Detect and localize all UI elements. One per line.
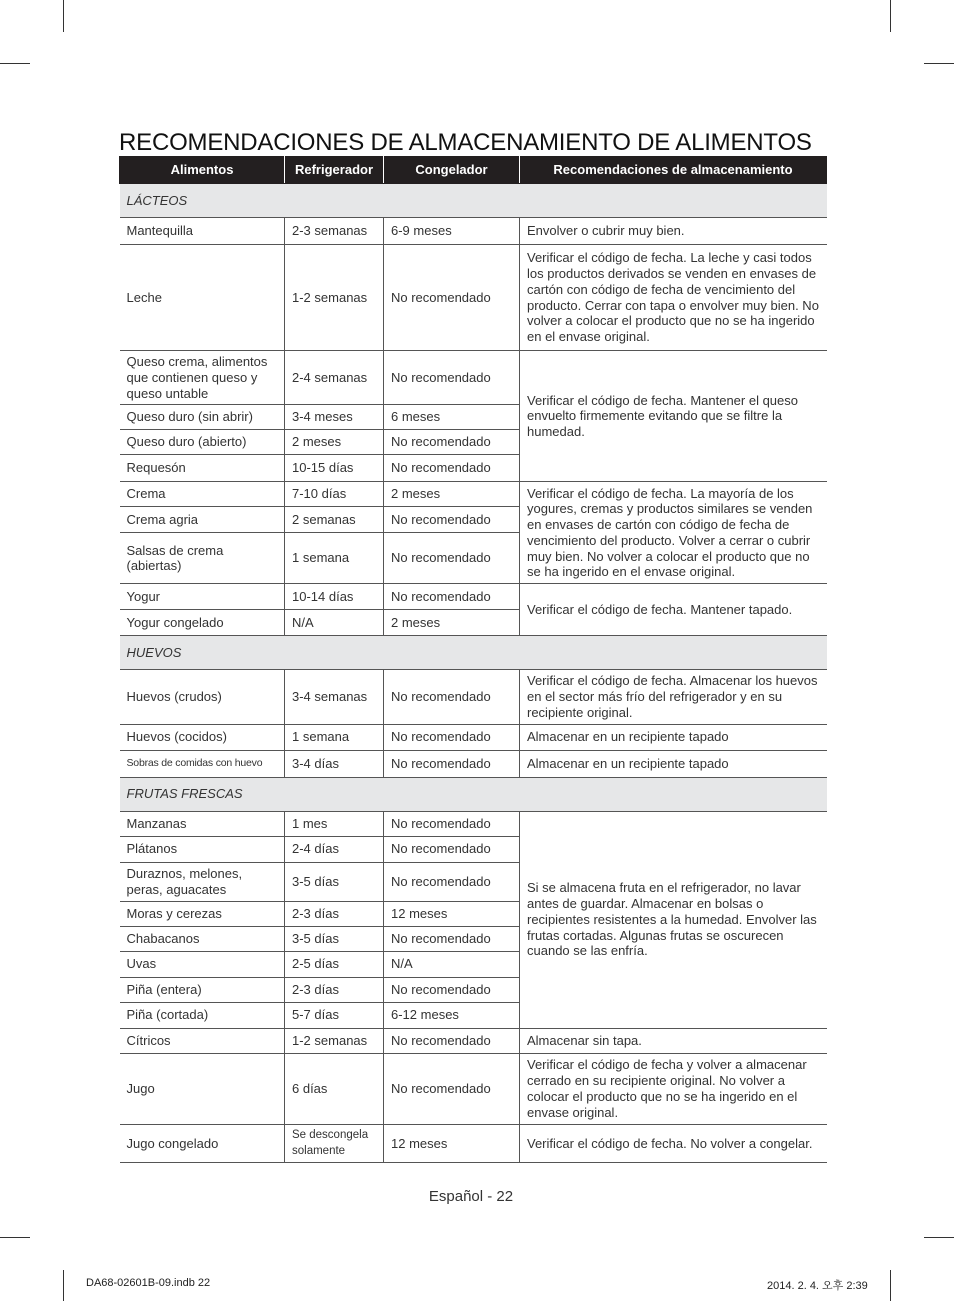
fridge-cell: 2 semanas bbox=[285, 507, 384, 533]
crop-mark bbox=[63, 1270, 64, 1301]
food-cell: Queso duro (sin abrir) bbox=[120, 405, 285, 430]
freezer-cell: No recomendado bbox=[384, 455, 520, 482]
freezer-cell: No recomendado bbox=[384, 507, 520, 533]
recommendation-cell: Envolver o cubrir muy bien. bbox=[520, 218, 827, 245]
page-title: RECOMENDACIONES DE ALMACENAMIENTO DE ALIMENTOS bbox=[119, 128, 826, 161]
crop-mark bbox=[890, 1270, 891, 1301]
table-row bbox=[120, 724, 827, 750]
freezer-cell: No recomendado bbox=[384, 836, 520, 862]
fridge-cell: 2-4 días bbox=[285, 836, 384, 862]
food-cell: Queso crema, alimentos que contienen queso y queso untable bbox=[120, 351, 285, 405]
footer-timestamp: 2014. 2. 4. 오후 2:39 bbox=[767, 1280, 868, 1292]
crop-mark bbox=[924, 63, 954, 64]
recommendation-cell: Verificar el código de fecha. Mantener tapado. bbox=[520, 584, 827, 636]
table-row bbox=[120, 670, 827, 724]
section-row-frutas bbox=[120, 777, 827, 811]
freezer-cell: No recomendado bbox=[384, 533, 520, 584]
fridge-cell: 3-4 días bbox=[285, 750, 384, 777]
table-row bbox=[120, 1028, 827, 1053]
fridge-cell: 2-3 semanas bbox=[285, 218, 384, 245]
fridge-cell: 2-3 días bbox=[285, 977, 384, 1002]
freezer-cell: No recomendado bbox=[384, 584, 520, 610]
recommendation-cell: Almacenar sin tapa. bbox=[520, 1028, 827, 1053]
freezer-cell: N/A bbox=[384, 951, 520, 977]
freezer-cell: No recomendado bbox=[384, 430, 520, 455]
food-cell: Piña (cortada) bbox=[120, 1002, 285, 1028]
fridge-cell: 1-2 semanas bbox=[285, 245, 384, 351]
fridge-cell: 3-4 semanas bbox=[285, 670, 384, 724]
fridge-cell: 7-10 días bbox=[285, 482, 384, 507]
food-cell: Mantequilla bbox=[120, 218, 285, 245]
food-cell: Manzanas bbox=[120, 811, 285, 836]
fridge-cell: 6 días bbox=[285, 1053, 384, 1124]
freezer-cell: 6-9 meses bbox=[384, 218, 520, 245]
fridge-cell: 2-4 semanas bbox=[285, 351, 384, 405]
freezer-cell: No recomendado bbox=[384, 977, 520, 1002]
recommendation-cell: Almacenar en un recipiente tapado bbox=[520, 724, 827, 750]
section-row-huevos bbox=[120, 636, 827, 670]
food-cell: Crema bbox=[120, 482, 285, 507]
column-header-food: Alimentos bbox=[120, 157, 285, 184]
fridge-cell: 3-5 días bbox=[285, 926, 384, 951]
fridge-cell: 1 semana bbox=[285, 533, 384, 584]
food-cell: Uvas bbox=[120, 951, 285, 977]
crop-mark bbox=[0, 1237, 30, 1238]
recommendation-cell: Verificar el código de fecha. Mantener el queso envuelto firmemente evitando que se filtre la humedad. bbox=[520, 351, 827, 482]
food-cell: Moras y cerezas bbox=[120, 901, 285, 926]
freezer-cell: No recomendado bbox=[384, 1028, 520, 1053]
freezer-cell: 6-12 meses bbox=[384, 1002, 520, 1028]
section-label: LÁCTEOS bbox=[120, 184, 827, 218]
table-row bbox=[120, 1053, 827, 1124]
table-row bbox=[120, 750, 827, 777]
food-cell: Chabacanos bbox=[120, 926, 285, 951]
food-cell: Queso duro (abierto) bbox=[120, 430, 285, 455]
food-cell: Sobras de comidas con huevo bbox=[120, 750, 285, 777]
freezer-cell: No recomendado bbox=[384, 811, 520, 836]
food-cell: Jugo bbox=[120, 1053, 285, 1124]
freezer-cell: No recomendado bbox=[384, 351, 520, 405]
freezer-cell: No recomendado bbox=[384, 862, 520, 901]
section-label: FRUTAS FRESCAS bbox=[120, 777, 827, 811]
fridge-cell: 3-4 meses bbox=[285, 405, 384, 430]
freezer-cell: No recomendado bbox=[384, 1053, 520, 1124]
crop-mark bbox=[890, 0, 891, 32]
food-storage-table bbox=[119, 156, 827, 1163]
food-cell: Yogur congelado bbox=[120, 610, 285, 636]
food-cell: Crema agria bbox=[120, 507, 285, 533]
fridge-cell: 1 semana bbox=[285, 724, 384, 750]
recommendation-cell: Verificar el código de fecha. No volver a congelar. bbox=[520, 1124, 827, 1163]
food-cell: Jugo congelado bbox=[120, 1124, 285, 1163]
food-cell: Plátanos bbox=[120, 836, 285, 862]
fridge-cell: 1 mes bbox=[285, 811, 384, 836]
fridge-cell: Se descongela solamente bbox=[285, 1124, 384, 1163]
freezer-cell: 12 meses bbox=[384, 1124, 520, 1163]
column-header-fridge: Refrigerador bbox=[285, 157, 384, 184]
food-cell: Huevos (crudos) bbox=[120, 670, 285, 724]
food-cell: Requesón bbox=[120, 455, 285, 482]
fridge-cell: 2-3 días bbox=[285, 901, 384, 926]
fridge-cell: 3-5 días bbox=[285, 862, 384, 901]
recommendation-cell: Verificar el código de fecha y volver a almacenar cerrado en su recipiente original. No volver a colocar el producto que no se ha ingerido en el envase original. bbox=[520, 1053, 827, 1124]
freezer-cell: 2 meses bbox=[384, 482, 520, 507]
food-cell: Duraznos, melones, peras, aguacates bbox=[120, 862, 285, 901]
food-cell: Yogur bbox=[120, 584, 285, 610]
freezer-cell: No recomendado bbox=[384, 750, 520, 777]
fridge-cell: 1-2 semanas bbox=[285, 1028, 384, 1053]
table-row bbox=[120, 351, 827, 405]
food-cell: Cítricos bbox=[120, 1028, 285, 1053]
recommendation-cell: Verificar el código de fecha. La leche y casi todos los productos derivados se venden en envases de cartón con código de fecha de vencimiento del producto. Cerrar con tapa o envolver muy bien. No volver a colocar el producto que no se ha ingerido en el envase original. bbox=[520, 245, 827, 351]
freezer-cell: No recomendado bbox=[384, 670, 520, 724]
table-row bbox=[120, 218, 827, 245]
food-cell: Leche bbox=[120, 245, 285, 351]
section-label: HUEVOS bbox=[120, 636, 827, 670]
table-row bbox=[120, 811, 827, 836]
table-row bbox=[120, 1124, 827, 1163]
freezer-cell: No recomendado bbox=[384, 926, 520, 951]
food-cell: Piña (entera) bbox=[120, 977, 285, 1002]
recommendation-cell: Almacenar en un recipiente tapado bbox=[520, 750, 827, 777]
table-row bbox=[120, 482, 827, 507]
section-row-lacteos bbox=[120, 184, 827, 218]
recommendation-cell: Verificar el código de fecha. La mayoría de los yogures, cremas y productos similares se venden en envases de cartón con código de fecha de vencimiento del producto. Volver a cerrar o cubrir muy bien. No volver a colocar el producto que no se ha ingerido en el envase original. bbox=[520, 482, 827, 584]
recommendation-cell: Verificar el código de fecha. Almacenar los huevos en el sector más frío del refrigerador y en su recipiente original. bbox=[520, 670, 827, 724]
freezer-cell: No recomendado bbox=[384, 724, 520, 750]
food-cell: Huevos (cocidos) bbox=[120, 724, 285, 750]
fridge-cell: 2 meses bbox=[285, 430, 384, 455]
fridge-cell: 10-14 días bbox=[285, 584, 384, 610]
column-header-freezer: Congelador bbox=[384, 157, 520, 184]
freezer-cell: No recomendado bbox=[384, 245, 520, 351]
food-cell: Salsas de crema (abiertas) bbox=[120, 533, 285, 584]
freezer-cell: 12 meses bbox=[384, 901, 520, 926]
crop-mark bbox=[924, 1237, 954, 1238]
fridge-cell: 10-15 días bbox=[285, 455, 384, 482]
crop-mark bbox=[63, 0, 64, 32]
recommendation-cell: Si se almacena fruta en el refrigerador, no lavar antes de guardar. Almacenar en bolsas o recipientes resistentes a la humedad. Envolver las frutas cortadas. Algunas frutas se oscurecen cuando se las enfría. bbox=[520, 811, 827, 1028]
table-row bbox=[120, 584, 827, 610]
freezer-cell: 2 meses bbox=[384, 610, 520, 636]
table-row bbox=[120, 245, 827, 351]
freezer-cell: 6 meses bbox=[384, 405, 520, 430]
crop-mark bbox=[0, 63, 30, 64]
page-number: Español - 22 bbox=[428, 1188, 514, 1205]
table-header-row bbox=[120, 157, 827, 184]
fridge-cell: 2-5 días bbox=[285, 951, 384, 977]
footer-file-name: DA68-02601B-09.indb 22 bbox=[86, 1277, 211, 1289]
column-header-recommendations: Recomendaciones de almacenamiento bbox=[520, 157, 827, 184]
fridge-cell: 5-7 días bbox=[285, 1002, 384, 1028]
fridge-cell: N/A bbox=[285, 610, 384, 636]
